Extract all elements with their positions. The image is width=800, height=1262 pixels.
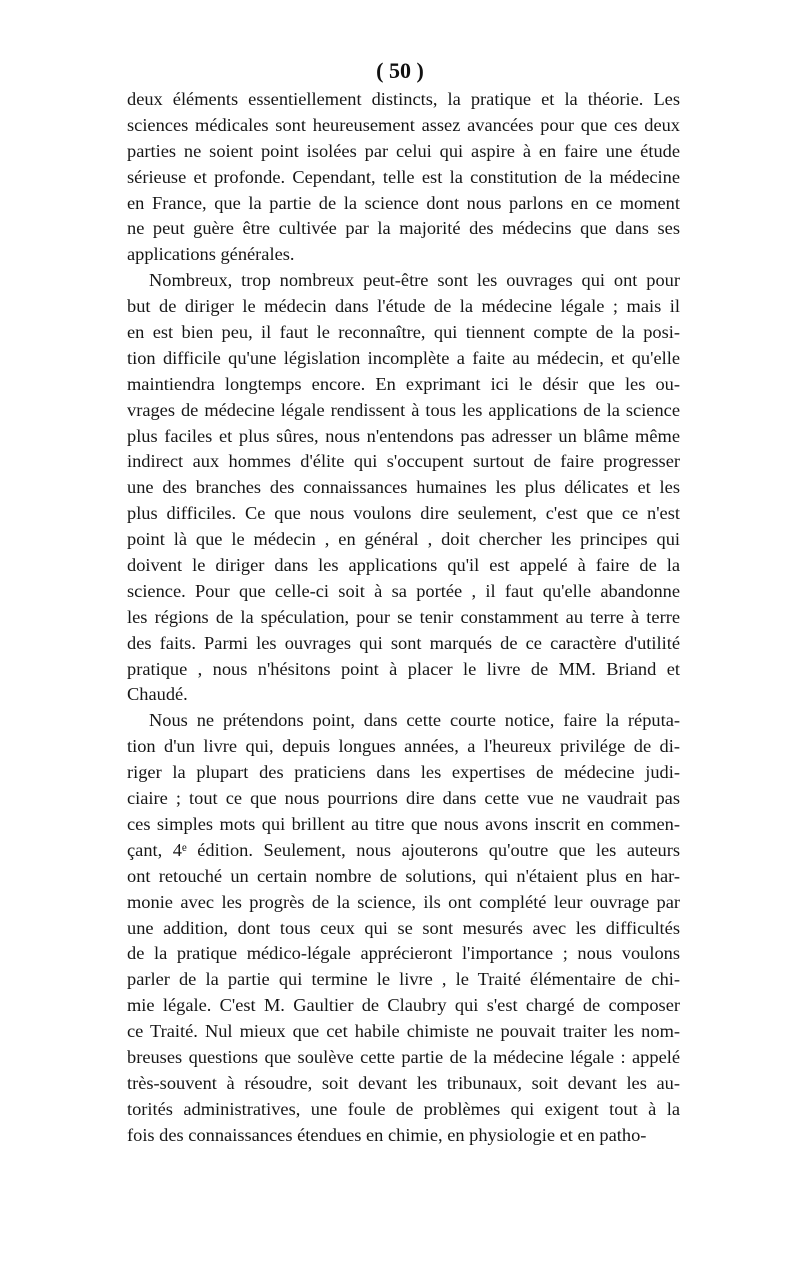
text-line: but de diriger le médecin dans l'étude de la médecine légale ; mais il	[127, 296, 680, 317]
text-line: ont retouché un certain nombre de solutions, qui n'étaient plus en har-	[127, 865, 680, 886]
text-line: parties ne soient point isolées par celui qui aspire à en faire une étude	[127, 140, 680, 161]
text-line: très-souvent à résoudre, soit devant les tribunaux, soit devant les au-	[127, 1072, 680, 1093]
text-line: en France, que la partie de la science dont nous parlons en ce moment	[127, 192, 680, 213]
paragraph	[127, 87, 680, 268]
text-line: doivent le diriger dans les applications qu'il est appelé à faire de la	[127, 555, 680, 576]
text-line: torités administratives, une foule de problèmes qui exigent tout à la	[127, 1098, 680, 1119]
text-line: Nombreux, trop nombreux peut-être sont les ouvrages qui ont pour	[149, 270, 680, 291]
text-line: une des branches des connaissances humaines les plus délicates et les	[127, 477, 680, 498]
paragraph	[127, 268, 680, 708]
text-line: çant, 4ᵉ édition. Seulement, nous ajouterons qu'outre que les auteurs	[127, 839, 680, 860]
text-line: parler de la partie qui termine le livre , le Traité élémentaire de chi-	[127, 969, 680, 990]
text-line: riger la plupart des praticiens dans les expertises de médecine judi-	[127, 762, 680, 783]
text-line: vrages de médecine légale rendissent à tous les applications de la science	[127, 399, 680, 420]
page-number: ( 50 )	[376, 58, 424, 83]
text-line: en est bien peu, il faut le reconnaître, qui tiennent compte de la posi-	[127, 322, 680, 343]
text-line: plus difficiles. Ce que nous voulons dire seulement, c'est que ce n'est	[127, 503, 680, 524]
text-line: science. Pour que celle-ci soit à sa portée , il faut qu'elle abandonne	[127, 580, 680, 601]
text-line: ciaire ; tout ce que nous pourrions dire dans cette vue ne vaudrait pas	[127, 788, 680, 809]
text-line: fois des connaissances étendues en chimie, en physiologie et en patho-	[127, 1124, 647, 1145]
text-line: deux éléments essentiellement distincts, la pratique et la théorie. Les	[127, 89, 680, 109]
text-line: mie légale. C'est M. Gaultier de Claubry qui s'est chargé de composer	[127, 995, 680, 1016]
text-line: Chaudé.	[127, 684, 188, 705]
text-line: tion d'un livre qui, depuis longues années, a l'heureux privilége de di-	[127, 736, 680, 757]
text-line: monie avec les progrès de la science, ils ont complété leur ouvrage par	[127, 891, 680, 912]
text-line: point là que le médecin , en général , doit chercher les principes qui	[127, 529, 680, 550]
paragraph	[127, 708, 680, 1148]
text-line: sérieuse et profonde. Cependant, telle est la constitution de la médecine	[127, 166, 680, 187]
text-line: une addition, dont tous ceux qui se sont mesurés avec les difficultés	[127, 917, 680, 938]
text-line: maintiendra longtemps encore. En exprimant ici le désir que les ou-	[127, 373, 680, 394]
text-line: pratique , nous n'hésitons point à placer le livre de MM. Briand et	[127, 658, 680, 679]
text-line: applications générales.	[127, 244, 295, 265]
text-line: ces simples mots qui brillent au titre que nous avons inscrit en commen-	[127, 813, 680, 834]
text-line: breuses questions que soulève cette partie de la médecine légale : appelé	[127, 1046, 680, 1067]
body-text	[127, 87, 680, 1149]
text-line: sciences médicales sont heureusement assez avancées pour que ces deux	[127, 114, 680, 135]
text-line: ne peut guère être cultivée par la majorité des médecins que dans ses	[127, 218, 680, 239]
text-line: des faits. Parmi les ouvrages qui sont marqués de ce caractère d'utilité	[127, 632, 680, 653]
text-line: Nous ne prétendons point, dans cette courte notice, faire la réputa-	[149, 710, 680, 731]
text-line: tion difficile qu'une législation incomplète a faite au médecin, et qu'elle	[127, 347, 680, 368]
text-line: plus faciles et plus sûres, nous n'entendons pas adresser un blâme même	[127, 425, 680, 446]
text-line: indirect aux hommes d'élite qui s'occupent surtout de faire progresser	[127, 451, 680, 472]
text-line: de la pratique médico-légale apprécieront l'importance ; nous voulons	[127, 943, 680, 964]
text-line: ce Traité. Nul mieux que cet habile chimiste ne pouvait traiter les nom-	[127, 1021, 680, 1042]
text-line: les régions de la spéculation, pour se tenir constamment au terre à terre	[127, 606, 680, 627]
